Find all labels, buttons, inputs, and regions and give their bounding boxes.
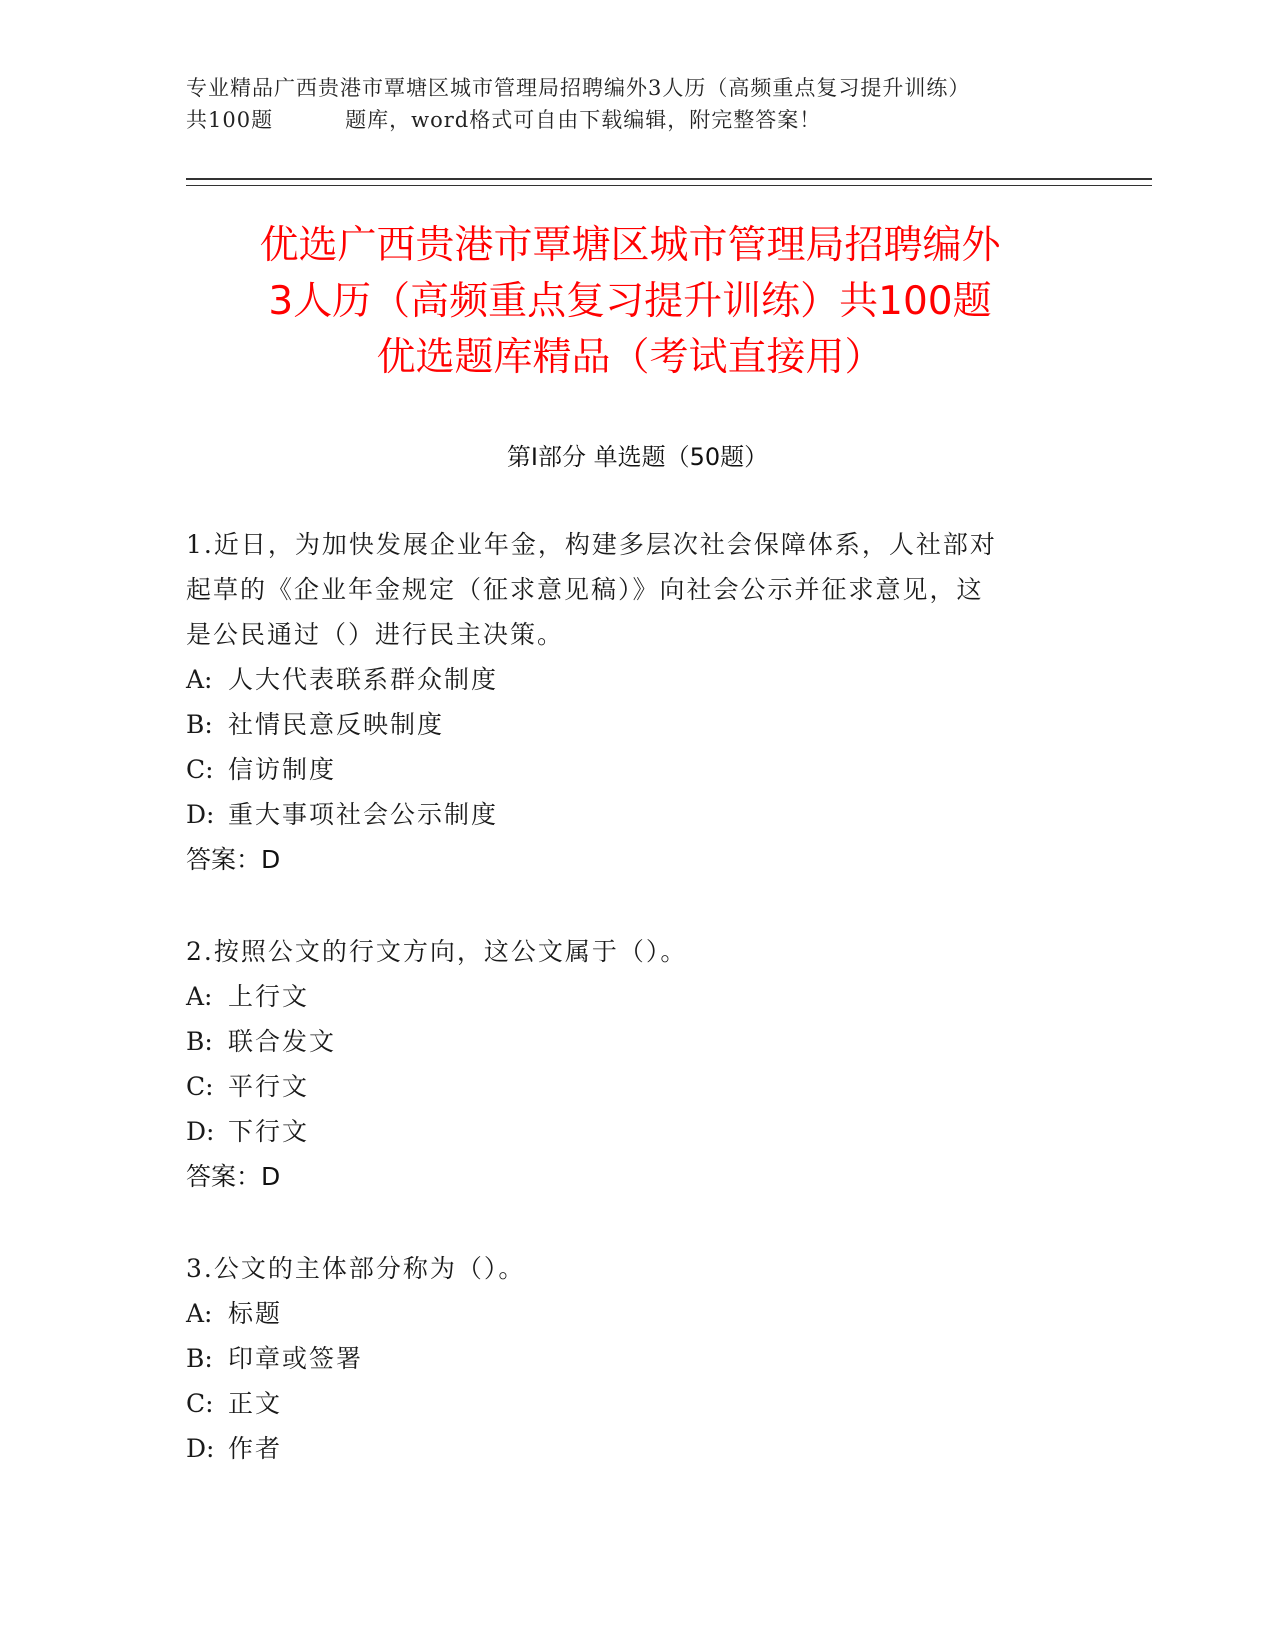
title-line-2: 3人历（高频重点复习提升训练）共100题 bbox=[268, 279, 992, 324]
question-2 bbox=[186, 929, 1066, 1199]
option-b bbox=[186, 1336, 1066, 1381]
header-line-2 bbox=[186, 104, 1086, 136]
answer: 答案：D bbox=[186, 1162, 281, 1191]
option-text: 印章或签署 bbox=[228, 1344, 364, 1373]
option-label: B: bbox=[186, 1344, 213, 1373]
option-b bbox=[186, 702, 1066, 747]
title-line-1: 优选广西贵港市覃塘区城市管理局招聘编外 bbox=[259, 223, 1001, 268]
question-3 bbox=[186, 1246, 1066, 1471]
option-a bbox=[186, 974, 1066, 1019]
answer: 答案：D bbox=[186, 845, 281, 874]
header-question-count: 共100题 bbox=[186, 108, 274, 132]
option-text: 下行文 bbox=[228, 1117, 310, 1146]
option-text: 重大事项社会公示制度 bbox=[228, 800, 499, 829]
header-line-1: 专业精品广西贵港市覃塘区城市管理局招聘编外3人历（高频重点复习提升训练） bbox=[186, 76, 971, 100]
option-label: A: bbox=[186, 1299, 213, 1328]
option-text: 上行文 bbox=[228, 982, 310, 1011]
option-text: 正文 bbox=[228, 1389, 283, 1418]
question-text: 3.公文的主体部分称为（）。 bbox=[186, 1254, 526, 1283]
question-text: 2.按照公文的行文方向，这公文属于（）。 bbox=[186, 937, 688, 966]
document-header bbox=[186, 72, 1086, 136]
option-label: D: bbox=[186, 1434, 215, 1463]
header-description: 题库，word格式可自由下载编辑，附完整答案！ bbox=[345, 108, 822, 132]
option-c bbox=[186, 1064, 1066, 1109]
option-c bbox=[186, 747, 1066, 792]
option-a bbox=[186, 657, 1066, 702]
option-d bbox=[186, 1426, 1066, 1471]
option-label: D: bbox=[186, 1117, 215, 1146]
option-d bbox=[186, 1109, 1066, 1154]
option-label: C: bbox=[186, 1072, 214, 1101]
option-text: 联合发文 bbox=[228, 1027, 337, 1056]
title-line-3: 优选题库精品（考试直接用） bbox=[376, 335, 884, 380]
question-list bbox=[186, 522, 1066, 1518]
header-divider-thick bbox=[186, 178, 1152, 180]
option-c bbox=[186, 1381, 1066, 1426]
question-text: 1.近日，为加快发展企业年金，构建多层次社会保障体系，人社部对 bbox=[186, 530, 997, 559]
option-label: C: bbox=[186, 755, 214, 784]
option-text: 作者 bbox=[228, 1434, 283, 1463]
option-text: 社情民意反映制度 bbox=[228, 710, 445, 739]
option-text: 标题 bbox=[228, 1299, 283, 1328]
option-label: A: bbox=[186, 665, 213, 694]
option-a bbox=[186, 1291, 1066, 1336]
question-text: 是公民通过（）进行民主决策。 bbox=[186, 620, 565, 649]
document-title bbox=[150, 218, 1110, 386]
option-label: B: bbox=[186, 710, 213, 739]
option-text: 平行文 bbox=[228, 1072, 310, 1101]
question-1 bbox=[186, 522, 1066, 882]
question-text: 起草的《企业年金规定（征求意见稿）》向社会公示并征求意见，这 bbox=[186, 575, 984, 604]
option-label: C: bbox=[186, 1389, 214, 1418]
option-d bbox=[186, 792, 1066, 837]
option-b bbox=[186, 1019, 1066, 1064]
option-label: B: bbox=[186, 1027, 213, 1056]
option-text: 人大代表联系群众制度 bbox=[228, 665, 499, 694]
option-label: A: bbox=[186, 982, 213, 1011]
header-divider-thin bbox=[186, 185, 1152, 186]
section-title: 第Ⅰ部分 单选题（50题） bbox=[506, 443, 769, 471]
option-text: 信访制度 bbox=[228, 755, 337, 784]
option-label: D: bbox=[186, 800, 215, 829]
